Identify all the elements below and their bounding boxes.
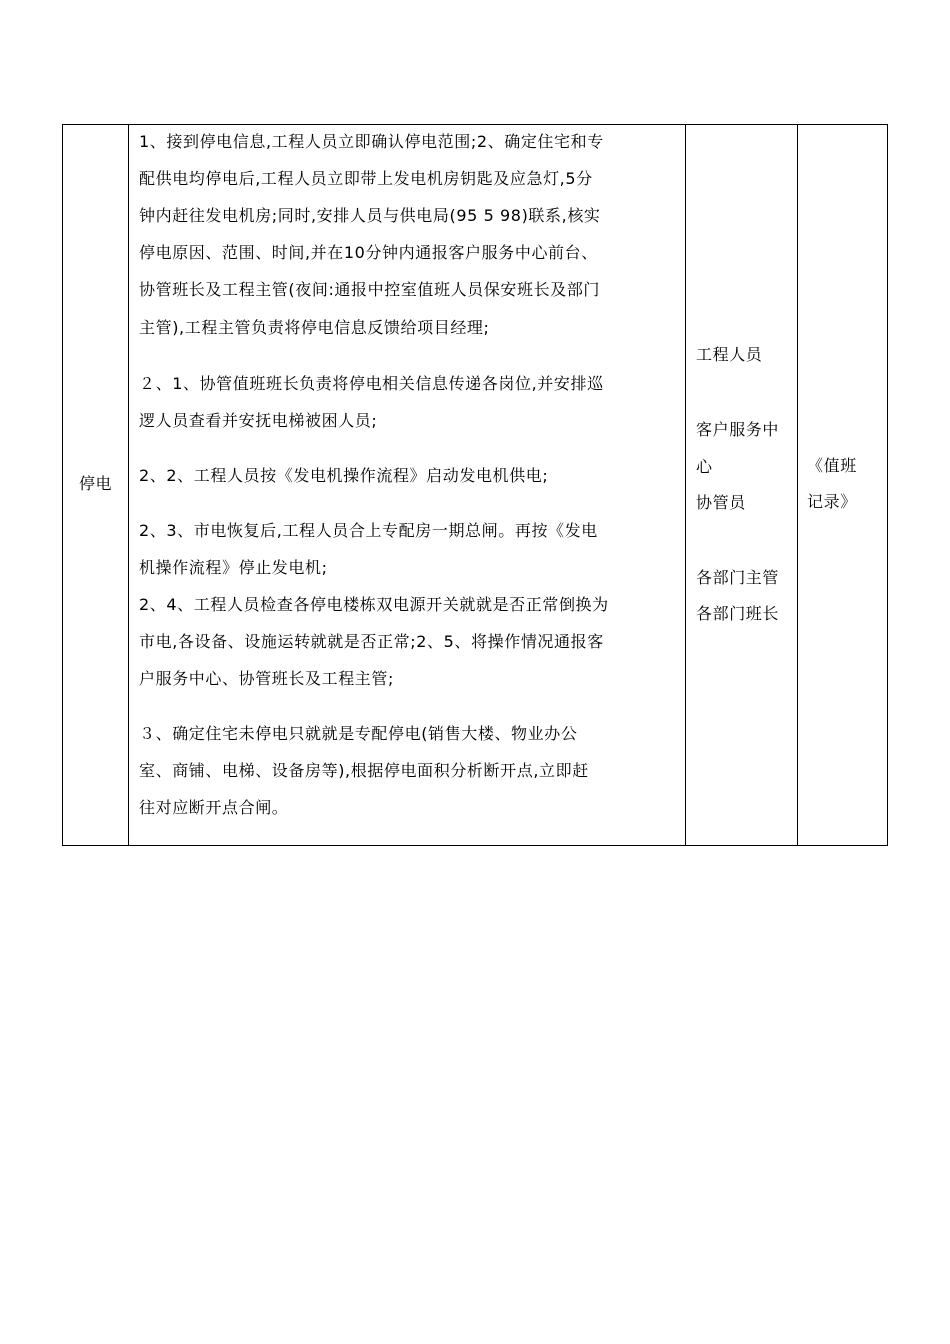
responsible-item: 客户服务中 xyxy=(696,420,780,439)
responsible-item: 协管员 xyxy=(696,493,746,512)
step-line: 协管班长及工程主管(夜间:通报中控室值班人员保安班长及部门 xyxy=(139,280,601,299)
step-line: 停电原因、范围、时间,并在10分钟内通报客户服务中心前台、 xyxy=(139,243,598,262)
responsible-item: 工程人员 xyxy=(696,345,763,364)
step-line: 2、2、工程人员按《发电机操作流程》启动发电机供电; xyxy=(139,466,549,485)
step-line: 户服务中心、协管班长及工程主管; xyxy=(139,669,394,688)
event-type-cell: 停电 xyxy=(78,474,112,493)
step-line: 2、3、市电恢复后,工程人员合上专配房一期总闸。再按《发电 xyxy=(139,521,598,540)
step-line: 室、商铺、电梯、设备房等),根据停电面积分析断开点,立即赶 xyxy=(139,761,589,780)
record-item: 《值班 xyxy=(807,456,857,475)
record-item: 记录》 xyxy=(807,492,857,511)
step-line: 钟内赶往发电机房;同时,安排人员与供电局(95 5 98)联系,核实 xyxy=(139,206,601,225)
step-line: 1、接到停电信息,工程人员立即确认停电范围;2、确定住宅和专 xyxy=(139,132,604,151)
step-line: 配供电均停电后,工程人员立即带上发电机房钥匙及应急灯,5分 xyxy=(139,169,593,188)
step-line: 市电,各设备、设施运转就就是否正常;2、5、将操作情况通报客 xyxy=(139,632,604,651)
step-line: 2、4、工程人员检查各停电楼栋双电源开关就就是否正常倒换为 xyxy=(139,595,609,614)
step-line: ２、1、协管值班班长负责将停电相关信息传递各岗位,并安排巡 xyxy=(139,374,604,393)
responsible-item: 心 xyxy=(696,457,713,476)
procedure-table xyxy=(62,124,888,846)
step-line: 逻人员查看并安抚电梯被困人员; xyxy=(139,411,378,430)
responsible-item: 各部门班长 xyxy=(696,604,780,623)
column-divider xyxy=(685,125,686,845)
responsible-item: 各部门主管 xyxy=(696,568,780,587)
step-line: 主管),工程主管负责将停电信息反馈给项目经理; xyxy=(139,318,490,337)
step-line: 机操作流程》停止发电机; xyxy=(139,558,328,577)
column-divider xyxy=(128,125,129,845)
step-line: ３、确定住宅未停电只就就是专配停电(销售大楼、物业办公 xyxy=(139,724,578,743)
step-line: 往对应断开点合闸。 xyxy=(139,798,289,817)
column-divider xyxy=(797,125,798,845)
